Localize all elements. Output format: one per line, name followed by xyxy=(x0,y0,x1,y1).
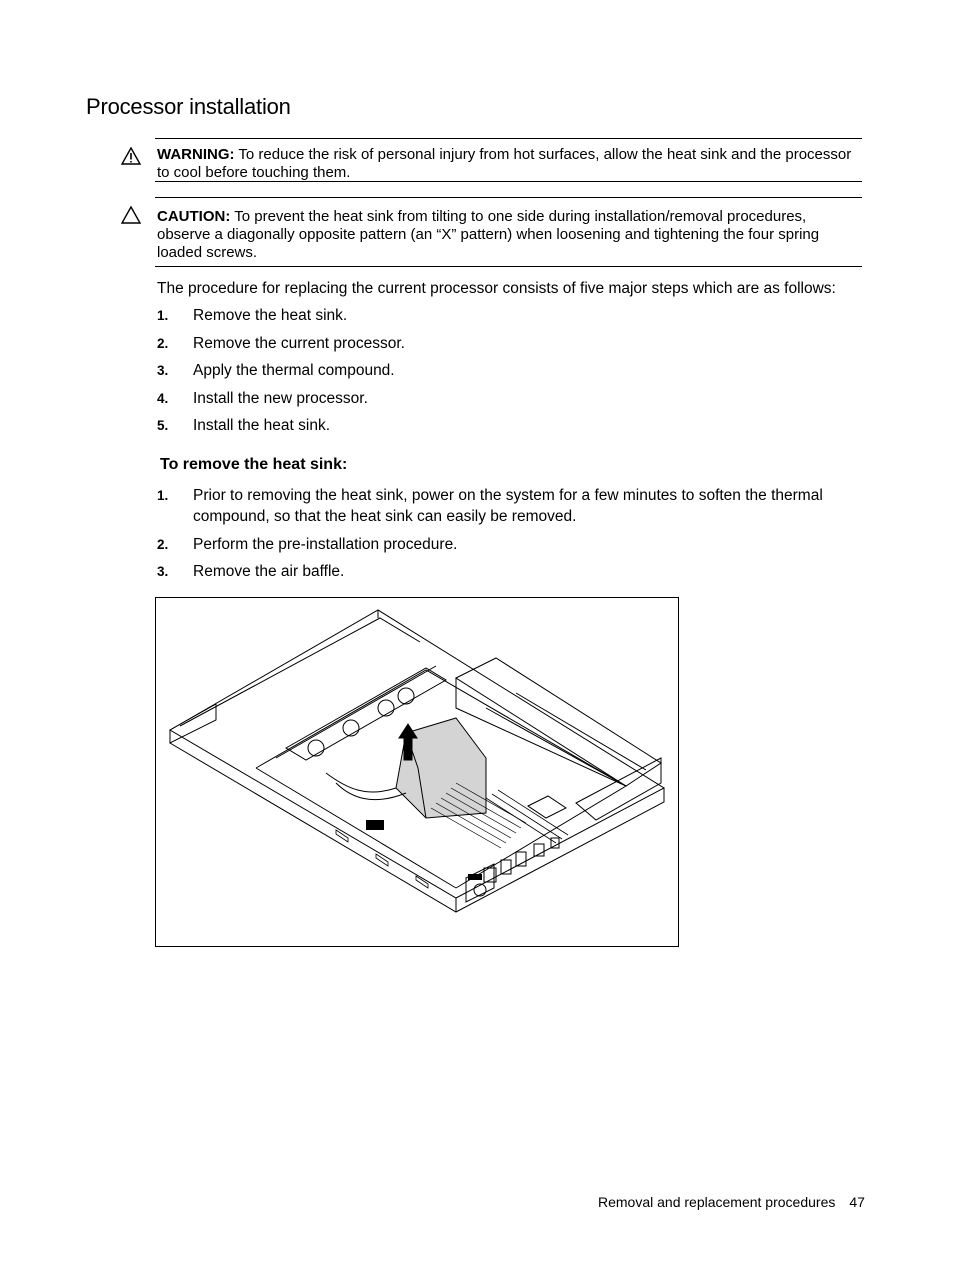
intro-paragraph: The procedure for replacing the current processor consists of five major steps which are as follows: xyxy=(157,280,836,297)
list-item-number: 4. xyxy=(157,391,169,406)
warning-label: WARNING: xyxy=(157,146,235,163)
warning-notice xyxy=(157,146,857,182)
list-item-number: 3. xyxy=(157,363,169,378)
procedure-step-text: Prior to removing the heat sink, power on the system for a few minutes to soften the thermal compound, so that the heat sink can easily be removed. xyxy=(193,487,823,525)
list-item-text: Install the heat sink. xyxy=(193,417,330,434)
procedure-step-number: 2. xyxy=(157,537,169,552)
warning-text: To reduce the risk of personal injury from hot surfaces, allow the heat sink and the processor to cool before touching them. xyxy=(157,146,852,181)
list-item-text: Remove the heat sink. xyxy=(193,307,348,324)
air-baffle-removal-illustration xyxy=(155,597,679,947)
procedure-step-number: 1. xyxy=(157,488,169,503)
list-item-text: Install the new processor. xyxy=(193,390,368,407)
procedure-step-number: 3. xyxy=(157,564,169,579)
server-chassis-drawing xyxy=(156,598,678,946)
caution-top-rule xyxy=(155,197,862,198)
section-title: Processor installation xyxy=(86,94,291,119)
list-item-number: 2. xyxy=(157,336,169,351)
procedure-step-text: Remove the air baffle. xyxy=(193,563,345,580)
warning-top-rule xyxy=(155,138,862,139)
warning-triangle-icon xyxy=(121,147,141,165)
caution-text: To prevent the heat sink from tilting to one side during installation/removal procedures, observe a diagonally opposite pattern (an “X” pattern) when loosening and tightening the four spring loaded screws. xyxy=(157,208,820,261)
list-item-number: 5. xyxy=(157,418,169,433)
procedure-heading: To remove the heat sink: xyxy=(160,456,348,473)
warning-bottom-rule xyxy=(155,181,862,182)
caution-bottom-rule xyxy=(155,266,862,267)
list-item-number: 1. xyxy=(157,308,169,323)
procedure-step-text: Perform the pre-installation procedure. xyxy=(193,536,458,553)
list-item-text: Remove the current processor. xyxy=(193,335,405,352)
caution-label: CAUTION: xyxy=(157,208,231,225)
footer-section-name: Removal and replacement procedures xyxy=(598,1194,836,1210)
page-number: 47 xyxy=(849,1194,865,1210)
list-item-text: Apply the thermal compound. xyxy=(193,362,395,379)
caution-triangle-icon xyxy=(121,206,141,224)
caution-notice xyxy=(157,208,857,262)
page-footer xyxy=(598,1194,865,1210)
